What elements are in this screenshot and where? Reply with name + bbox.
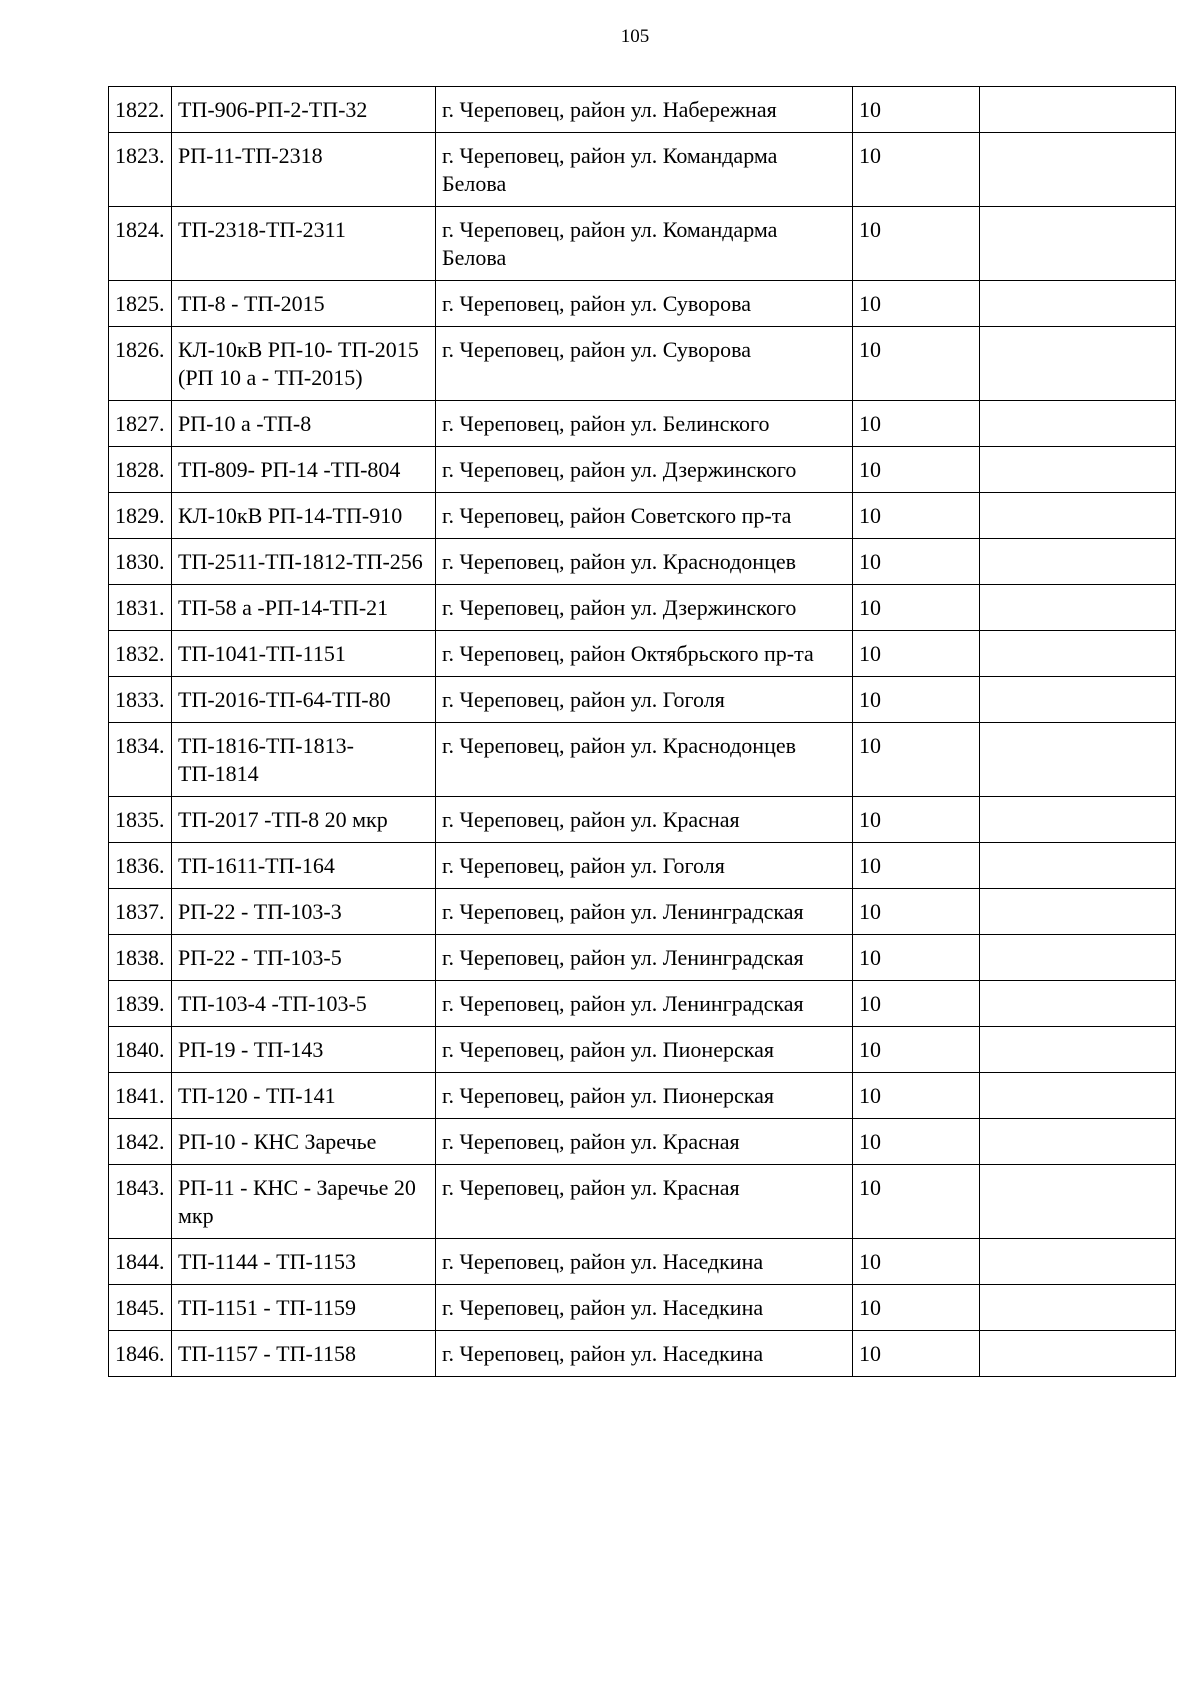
row-number: 1840. (109, 1027, 172, 1073)
empty-cell (980, 1165, 1176, 1239)
location: г. Череповец, район ул. Командарма Белова (436, 207, 853, 281)
table-row (109, 585, 1176, 631)
voltage-value: 10 (853, 1119, 980, 1165)
row-number: 1826. (109, 327, 172, 401)
location: г. Череповец, район ул. Набережная (436, 87, 853, 133)
voltage-value: 10 (853, 935, 980, 981)
line-name: ТП-103-4 -ТП-103-5 (172, 981, 436, 1027)
location: г. Череповец, район ул. Гоголя (436, 843, 853, 889)
line-name: ТП-906-РП-2-ТП-32 (172, 87, 436, 133)
line-name: РП-19 - ТП-143 (172, 1027, 436, 1073)
line-name: ТП-1611-ТП-164 (172, 843, 436, 889)
line-name: ТП-120 - ТП-141 (172, 1073, 436, 1119)
empty-cell (980, 327, 1176, 401)
voltage-value: 10 (853, 981, 980, 1027)
table-row (109, 935, 1176, 981)
empty-cell (980, 1027, 1176, 1073)
table-row (109, 1027, 1176, 1073)
line-name: ТП-1144 - ТП-1153 (172, 1239, 436, 1285)
table-row (109, 133, 1176, 207)
row-number: 1839. (109, 981, 172, 1027)
row-number: 1837. (109, 889, 172, 935)
table-row (109, 797, 1176, 843)
line-name: ТП-2511-ТП-1812-ТП-256 (172, 539, 436, 585)
line-name: РП-10 а -ТП-8 (172, 401, 436, 447)
table-row (109, 1239, 1176, 1285)
line-name: ТП-58 а -РП-14-ТП-21 (172, 585, 436, 631)
voltage-value: 10 (853, 281, 980, 327)
table-row (109, 1285, 1176, 1331)
voltage-value: 10 (853, 133, 980, 207)
voltage-value: 10 (853, 87, 980, 133)
line-name: РП-11 - КНС - Заречье 20 мкр (172, 1165, 436, 1239)
row-number: 1836. (109, 843, 172, 889)
voltage-value: 10 (853, 207, 980, 281)
line-name: ТП-8 - ТП-2015 (172, 281, 436, 327)
row-number: 1834. (109, 723, 172, 797)
location: г. Череповец, район ул. Наседкина (436, 1331, 853, 1377)
line-name: КЛ-10кВ РП-14-ТП-910 (172, 493, 436, 539)
location: г. Череповец, район ул. Пионерская (436, 1073, 853, 1119)
row-number: 1844. (109, 1239, 172, 1285)
row-number: 1835. (109, 797, 172, 843)
line-name: ТП-809- РП-14 -ТП-804 (172, 447, 436, 493)
row-number: 1823. (109, 133, 172, 207)
empty-cell (980, 981, 1176, 1027)
empty-cell (980, 723, 1176, 797)
row-number: 1824. (109, 207, 172, 281)
empty-cell (980, 843, 1176, 889)
row-number: 1828. (109, 447, 172, 493)
empty-cell (980, 1073, 1176, 1119)
table-row (109, 677, 1176, 723)
table-row (109, 539, 1176, 585)
empty-cell (980, 797, 1176, 843)
row-number: 1827. (109, 401, 172, 447)
location: г. Череповец, район ул. Ленинградская (436, 889, 853, 935)
table-row (109, 631, 1176, 677)
line-name: РП-11-ТП-2318 (172, 133, 436, 207)
table-row (109, 843, 1176, 889)
voltage-value: 10 (853, 493, 980, 539)
page-number: 105 (620, 26, 650, 47)
line-name: КЛ-10кВ РП-10- ТП-2015 (РП 10 а - ТП-2015) (172, 327, 436, 401)
line-name: РП-22 - ТП-103-5 (172, 935, 436, 981)
location: г. Череповец, район ул. Ленинградская (436, 981, 853, 1027)
voltage-value: 10 (853, 1027, 980, 1073)
location: г. Череповец, район ул. Красная (436, 1165, 853, 1239)
empty-cell (980, 585, 1176, 631)
row-number: 1846. (109, 1331, 172, 1377)
registry-table (108, 86, 1176, 1377)
table-row (109, 889, 1176, 935)
row-number: 1831. (109, 585, 172, 631)
table-row (109, 723, 1176, 797)
empty-cell (980, 539, 1176, 585)
voltage-value: 10 (853, 401, 980, 447)
location: г. Череповец, район ул. Краснодонцев (436, 723, 853, 797)
table-row (109, 493, 1176, 539)
voltage-value: 10 (853, 327, 980, 401)
line-name: ТП-2318-ТП-2311 (172, 207, 436, 281)
location: г. Череповец, район ул. Дзержинского (436, 585, 853, 631)
line-name: ТП-2016-ТП-64-ТП-80 (172, 677, 436, 723)
row-number: 1841. (109, 1073, 172, 1119)
registry-body (109, 87, 1176, 1377)
line-name: ТП-1157 - ТП-1158 (172, 1331, 436, 1377)
location: г. Череповец, район ул. Белинского (436, 401, 853, 447)
location: г. Череповец, район ул. Гоголя (436, 677, 853, 723)
voltage-value: 10 (853, 1073, 980, 1119)
location: г. Череповец, район ул. Пионерская (436, 1027, 853, 1073)
table-row (109, 401, 1176, 447)
empty-cell (980, 1331, 1176, 1377)
location: г. Череповец, район Советского пр-та (436, 493, 853, 539)
empty-cell (980, 631, 1176, 677)
row-number: 1825. (109, 281, 172, 327)
location: г. Череповец, район Октябрьского пр-та (436, 631, 853, 677)
empty-cell (980, 935, 1176, 981)
empty-cell (980, 87, 1176, 133)
location: г. Череповец, район ул. Ленинградская (436, 935, 853, 981)
row-number: 1842. (109, 1119, 172, 1165)
row-number: 1832. (109, 631, 172, 677)
location: г. Череповец, район ул. Командарма Белова (436, 133, 853, 207)
voltage-value: 10 (853, 1165, 980, 1239)
voltage-value: 10 (853, 723, 980, 797)
empty-cell (980, 889, 1176, 935)
voltage-value: 10 (853, 677, 980, 723)
table-row (109, 1331, 1176, 1377)
row-number: 1830. (109, 539, 172, 585)
empty-cell (980, 493, 1176, 539)
location: г. Череповец, район ул. Суворова (436, 281, 853, 327)
row-number: 1843. (109, 1165, 172, 1239)
empty-cell (980, 447, 1176, 493)
table-row (109, 981, 1176, 1027)
line-name: ТП-1816-ТП-1813-ТП-1814 (172, 723, 436, 797)
voltage-value: 10 (853, 631, 980, 677)
row-number: 1838. (109, 935, 172, 981)
empty-cell (980, 207, 1176, 281)
line-name: ТП-1151 - ТП-1159 (172, 1285, 436, 1331)
voltage-value: 10 (853, 1239, 980, 1285)
table-row (109, 447, 1176, 493)
line-name: РП-22 - ТП-103-3 (172, 889, 436, 935)
row-number: 1845. (109, 1285, 172, 1331)
voltage-value: 10 (853, 797, 980, 843)
table-row (109, 281, 1176, 327)
location: г. Череповец, район ул. Дзержинского (436, 447, 853, 493)
voltage-value: 10 (853, 585, 980, 631)
empty-cell (980, 401, 1176, 447)
row-number: 1829. (109, 493, 172, 539)
location: г. Череповец, район ул. Суворова (436, 327, 853, 401)
voltage-value: 10 (853, 447, 980, 493)
empty-cell (980, 1285, 1176, 1331)
empty-cell (980, 133, 1176, 207)
line-name: РП-10 - КНС Заречье (172, 1119, 436, 1165)
location: г. Череповец, район ул. Красная (436, 1119, 853, 1165)
table-row (109, 327, 1176, 401)
line-name: ТП-2017 -ТП-8 20 мкр (172, 797, 436, 843)
location: г. Череповец, район ул. Наседкина (436, 1285, 853, 1331)
location: г. Череповец, район ул. Наседкина (436, 1239, 853, 1285)
empty-cell (980, 1119, 1176, 1165)
table-row (109, 1073, 1176, 1119)
table-row (109, 87, 1176, 133)
voltage-value: 10 (853, 1331, 980, 1377)
voltage-value: 10 (853, 843, 980, 889)
location: г. Череповец, район ул. Красная (436, 797, 853, 843)
voltage-value: 10 (853, 1285, 980, 1331)
empty-cell (980, 677, 1176, 723)
voltage-value: 10 (853, 889, 980, 935)
table-row (109, 1119, 1176, 1165)
line-name: ТП-1041-ТП-1151 (172, 631, 436, 677)
row-number: 1822. (109, 87, 172, 133)
table-row (109, 1165, 1176, 1239)
empty-cell (980, 1239, 1176, 1285)
empty-cell (980, 281, 1176, 327)
table-row (109, 207, 1176, 281)
location: г. Череповец, район ул. Краснодонцев (436, 539, 853, 585)
row-number: 1833. (109, 677, 172, 723)
voltage-value: 10 (853, 539, 980, 585)
